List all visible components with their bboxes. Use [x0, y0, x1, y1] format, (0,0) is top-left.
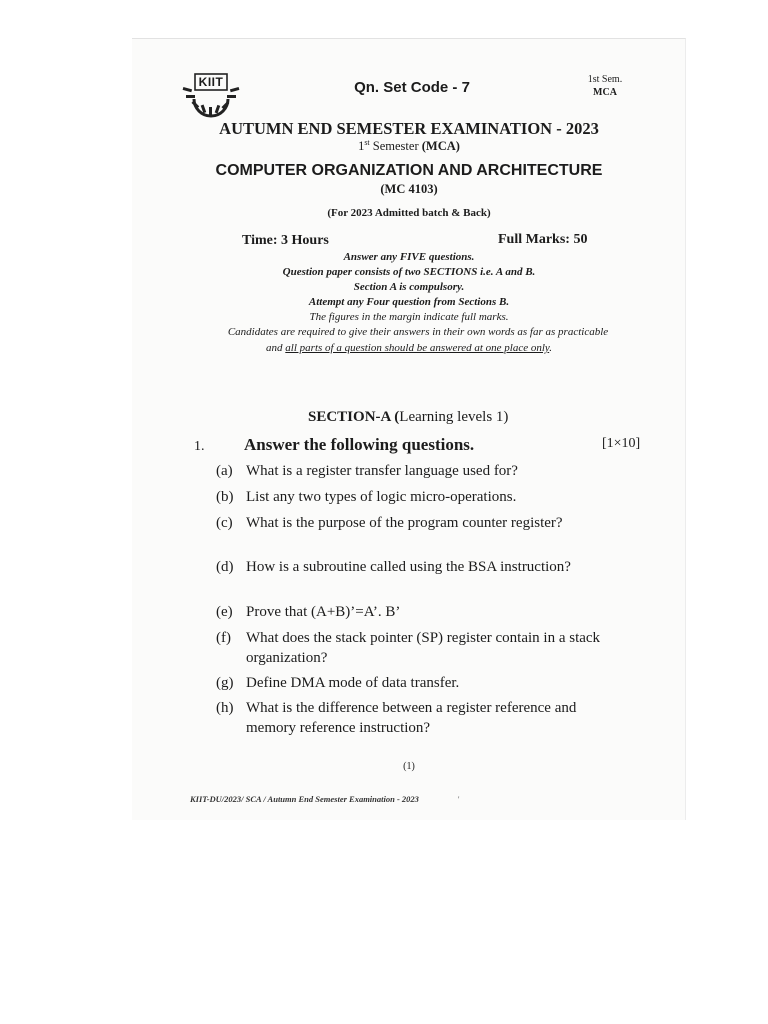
- instruction-line: The figures in the margin indicate full marks.: [309, 311, 509, 323]
- logo-text: KIIT: [198, 75, 224, 89]
- exam-semester: [132, 138, 686, 154]
- exam-title: AUTUMN END SEMESTER EXAMINATION - 2023: [219, 119, 599, 138]
- sub-question-label: (c): [216, 515, 233, 531]
- sub-question-label: (e): [216, 604, 233, 620]
- question-title: Answer the following questions.: [244, 435, 475, 454]
- scan-mark: ': [735, 0, 737, 7]
- semester-tag-line1: 1st Sem.: [587, 74, 623, 85]
- instruction-line: Answer any FIVE questions.: [343, 251, 475, 263]
- exam-time: Time: 3 Hours: [242, 233, 329, 248]
- instruction-underlined: all parts of a question should be answered at one place only: [285, 342, 550, 354]
- sub-question-text: Define DMA mode of data transfer.: [246, 675, 460, 691]
- semester-program: (MCA): [421, 139, 460, 154]
- page-number: (1): [403, 761, 415, 772]
- sub-question-label: (g): [216, 675, 234, 691]
- sub-question: [216, 557, 608, 577]
- instruction-fragment: .: [549, 342, 552, 354]
- sub-question-text: What is the purpose of the program counter register?: [246, 515, 563, 531]
- semester-number: 1: [358, 139, 365, 154]
- sub-question-text: What is a register transfer language used for?: [246, 463, 518, 479]
- sub-question-label: (h): [216, 700, 234, 716]
- semester-tag-line2: MCA: [593, 87, 617, 98]
- semester-word: Semester: [369, 139, 422, 154]
- sub-question-text: How is a subroutine called using the BSA instruction?: [246, 559, 571, 575]
- section-heading-bold: SECTION-A (: [308, 409, 400, 425]
- instruction-line: Attempt any Four question from Sections B.: [308, 296, 510, 308]
- section-heading: [308, 409, 508, 426]
- full-marks: Full Marks: 50: [498, 232, 588, 247]
- question-marks: [1×10]: [602, 436, 641, 451]
- sub-question-text: What is the difference between a register reference and memory reference instruction?: [246, 700, 577, 736]
- sub-question: [216, 602, 616, 622]
- kiit-logo: [180, 71, 242, 119]
- question-set-code: Qn. Set Code - 7: [354, 79, 470, 96]
- sub-question-label: (a): [216, 463, 233, 479]
- course-title: COMPUTER ORGANIZATION AND ARCHITECTURE: [215, 162, 603, 179]
- footer-text: KIIT-DU/2023/ SCA / Autumn End Semester Examination - 2023: [190, 794, 419, 804]
- footer-mark: ': [458, 795, 460, 804]
- sub-question-label: (f): [216, 630, 231, 646]
- sub-question-text: What does the stack pointer (SP) register contain in a stack organization?: [246, 630, 601, 666]
- semester-tag: [580, 73, 630, 99]
- sub-question: [216, 673, 616, 693]
- course-code: (MC 4103): [380, 182, 438, 196]
- sub-question-label: (b): [216, 489, 234, 505]
- instruction-line: Candidates are required to give their answers in their own words as far as practicable: [227, 326, 609, 338]
- question-number: 1.: [194, 439, 205, 454]
- batch-note: (For 2023 Admitted batch & Back): [327, 207, 491, 219]
- sub-question: [216, 513, 608, 533]
- section-heading-rest: Learning levels 1): [399, 409, 509, 425]
- exam-paper: [132, 38, 686, 820]
- sub-question: [216, 628, 616, 668]
- semester-suffix: st: [364, 138, 370, 147]
- sub-question: [216, 461, 616, 481]
- sub-question: [216, 487, 616, 507]
- instruction-line: Section A is compulsory.: [353, 281, 465, 293]
- instruction-fragment: and: [266, 342, 286, 354]
- instruction-line: [132, 341, 686, 356]
- sub-question-label: (d): [216, 559, 234, 575]
- sub-question-text: List any two types of logic micro-operations.: [246, 489, 517, 505]
- instruction-line: Question paper consists of two SECTIONS i.e. A and B.: [282, 266, 536, 278]
- sub-question-text: Prove that (A+B)’=A’. B’: [246, 604, 401, 620]
- sub-question: [216, 698, 616, 738]
